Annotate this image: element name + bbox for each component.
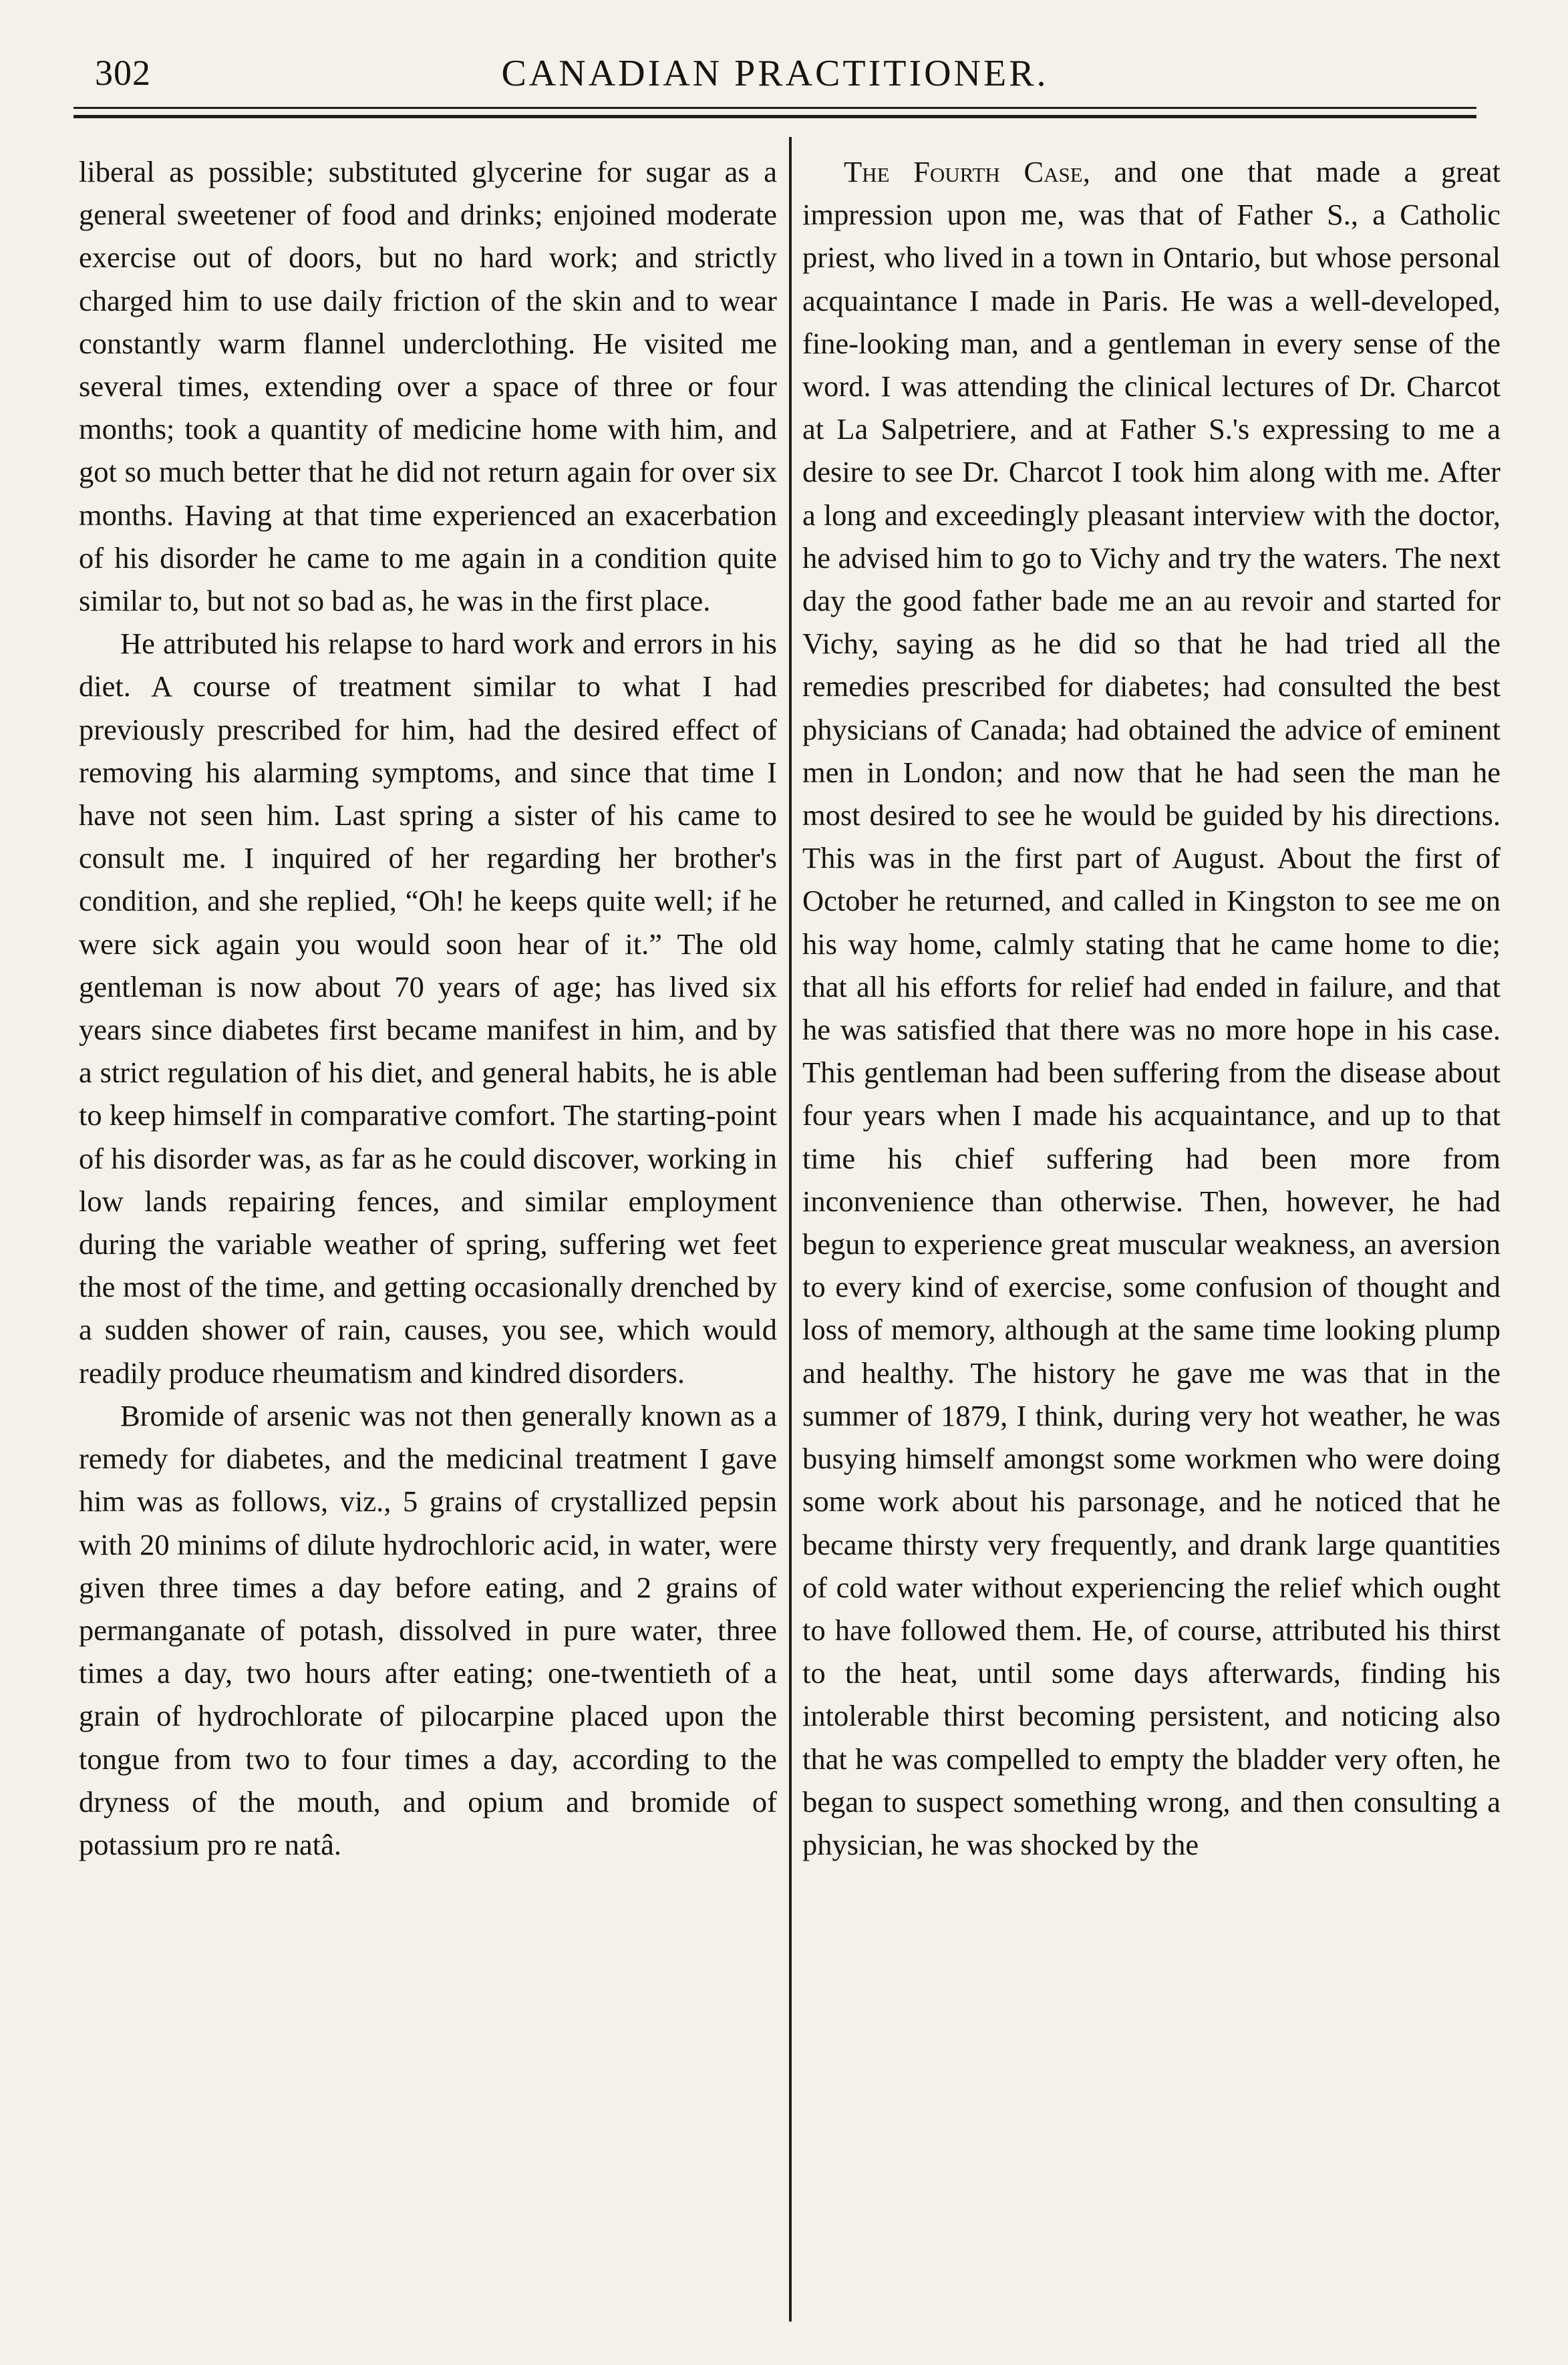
- left-paragraph-3: Bromide of arsenic was not then generally known as a remedy for diabetes, and the medicinal treatment I gave him was as follows, viz., 5 grains of crystallized pepsin with 20 minims of dilute hydrochloric acid, in water, were given three times a day before eating, and 2 grains of permanganate of potash, dissolved in pure water, three times a day, two hours after eating; one-twentieth of a grain of hydrochlorate of pilocarpine placed upon the tongue from two to four times a day, according to the dryness of the mouth, and opium and bromide of potassium pro re natâ.: [79, 1398, 777, 1861]
- header-rule-thick: [73, 115, 1476, 118]
- header-rule-thin: [73, 107, 1476, 109]
- case-heading: The Fourth Case,: [844, 155, 1090, 188]
- running-head: CANADIAN PRACTITIONER.: [501, 53, 1049, 94]
- right-paragraph-1-text: and one that made a great impression upon me, was that of Father S., a Catholic priest, who lived in a town in Ontario, but whose personal acquaintance I made in Paris. He was a well-developed, fine-looking man, and a gentleman in every sense of the word. I was attending the clinical lectures of Dr. Charcot at La Salpetriere, and at Father S.'s expressing to me a desire to see Dr. Charcot I took him along with me. After a long and exceedingly pleasant interview with the doctor, he advised him to go to Vichy and try the waters. The next day the good father bade me an au revoir and started for Vichy, saying as he did so that he had tried all the remedies prescribed for diabetes; had consulted the best physicians of Canada; had obtained the advice of eminent men in London; and now that he had seen the man he most desired to see he would be guided by his directions. This was in the first part of August. About the first of October he returned, and called in Kingston to see me on his way home, calmly stating that he came home to die; that all his efforts for relief had ended in failure, and that he was satisfied that there was no more hope in his case. This gentleman had been suffering from the disease about four years when I made his acquaintance, and up to that time his chief suffering had been more from inconvenience than otherwise. Then, however, he had begun to experience great muscular weakness, an aversion to every kind of exercise, some confusion of thought and loss of memory, although at the same time looking plump and healthy. The history he gave me was that in the summer of 1879, I think, during very hot weather, he was busying himself amongst some workmen who were doing some work about his parsonage, and he noticed that he became thirsty very frequently, and drank large quantities of cold water without experiencing the relief which ought to have followed them. He, of course, attributed his thirst to the heat, until some days afterwards, finding his intolerable thirst becoming persistent, and noticing also that he was compelled to empty the bladder very often, he began to suspect something wrong, and then consulting a physician, he was shocked by the: [802, 155, 1501, 1861]
- right-column: [802, 150, 1501, 1866]
- left-paragraph-1: liberal as possible; substituted glycerine for sugar as a general sweetener of food and drinks; enjoined moderate exercise out of doors, but no hard work; and strictly charged him to use daily friction of the skin and to wear constantly warm flannel underclothing. He visited me several times, extending over a space of three or four months; took a quantity of medicine home with him, and got so much better that he did not return again for over six months. Having at that time experienced an exacerbation of his disorder he came to me again in a condition quite similar to, but not so bad as, he was in the first place.: [79, 155, 777, 618]
- page-header: [80, 52, 1470, 106]
- left-column: [79, 150, 777, 1866]
- column-divider: [789, 137, 792, 2322]
- left-paragraph-2: He attributed his relapse to hard work and errors in his diet. A course of treatment similar to what I had previously prescribed for him, had the desired effect of removing his alarming symptoms, and since that time I have not seen him. Last spring a sister of his came to consult me. I inquired of her regarding her brother's condition, and she replied, “Oh! he keeps quite well; if he were sick again you would soon hear of it.” The old gentleman is now about 70 years of age; has lived six years since diabetes first became manifest in him, and by a strict regulation of his diet, and general habits, he is able to keep himself in comparative comfort. The starting-point of his disorder was, as far as he could discover, working in low lands repairing fences, and similar employment during the variable weather of spring, suffering wet feet the most of the time, and getting occasionally drenched by a sudden shower of rain, causes, you see, which would readily produce rheumatism and kindred disorders.: [79, 627, 777, 1390]
- right-paragraph-1: [802, 150, 1501, 1866]
- page-number: 302: [95, 53, 151, 93]
